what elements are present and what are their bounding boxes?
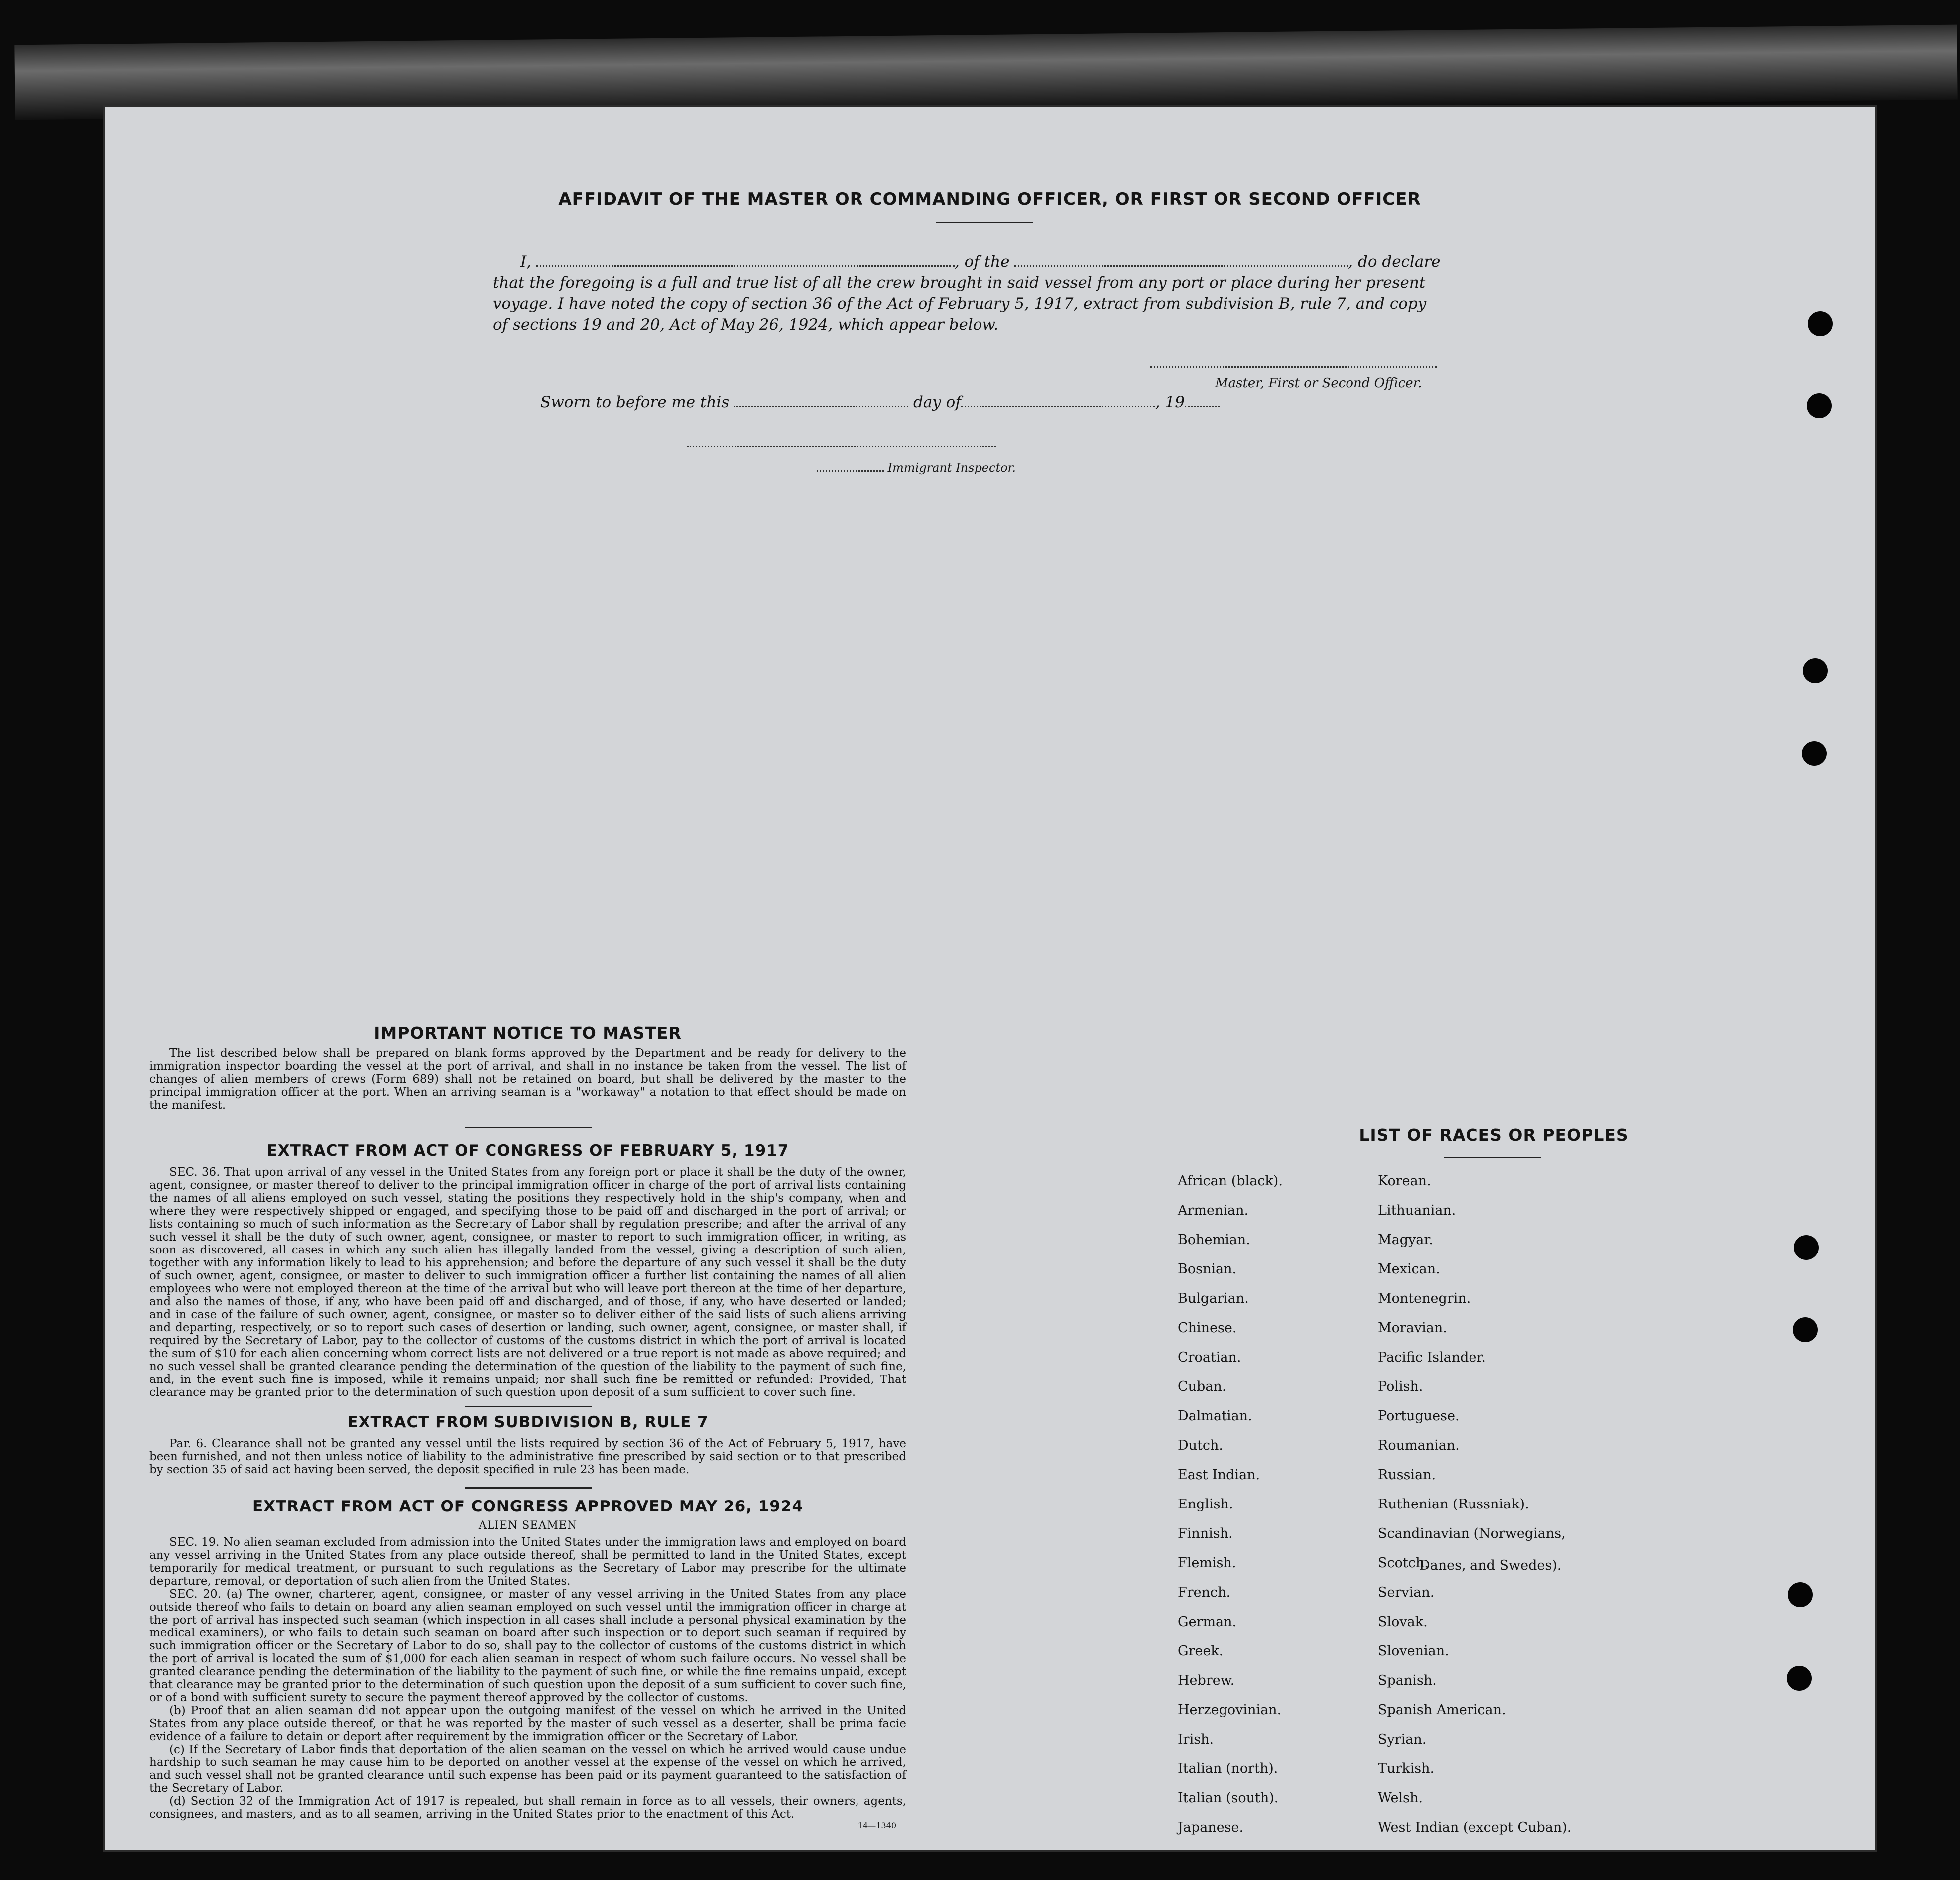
race-item: Irish. [1178, 1732, 1214, 1747]
extract-1924-title: EXTRACT FROM ACT OF CONGRESS APPROVED MAY 26, 1924 [252, 1498, 804, 1515]
race-item: Greek. [1178, 1643, 1224, 1659]
race-item: Moravian. [1378, 1320, 1447, 1336]
sec20c-body: (c) If the Secretary of Labor finds that deportation of the alien seaman on the vessel on which he arrived would cause undue hardship to such seaman he may cause him to be deported on another vessel at the expense of the vessel on which he arrived, and such vessel shall not be granted clearance until such expense has been paid or its payment guaranteed to the satisfaction of the Secretary of Labor. [149, 1743, 906, 1795]
race-item: Spanish. [1378, 1673, 1437, 1688]
races-title: LIST OF RACES OR PEOPLES [1359, 1126, 1629, 1145]
divider [465, 1127, 592, 1128]
race-item: Roumanian. [1378, 1438, 1460, 1453]
extract-rule7-title: EXTRACT FROM SUBDIVISION B, RULE 7 [347, 1413, 709, 1431]
day-of-label: day of [913, 393, 961, 411]
punch-hole [1788, 1582, 1813, 1607]
inspector-line [817, 461, 1016, 475]
race-item: Magyar. [1378, 1232, 1433, 1248]
affidavit-i: I, [520, 253, 532, 271]
sworn-line [540, 393, 1220, 411]
race-item: Italian (north). [1178, 1761, 1278, 1776]
race-item: Finnish. [1178, 1526, 1233, 1541]
film-edge-strip [14, 25, 1957, 120]
left-column [149, 1023, 906, 1830]
race-item: Hebrew. [1178, 1673, 1235, 1688]
race-item: Bosnian. [1178, 1261, 1237, 1277]
race-item: Polish. [1378, 1379, 1423, 1394]
race-item: African (black). [1178, 1173, 1283, 1189]
sworn-day-field[interactable] [734, 406, 908, 407]
sworn-label: Sworn to before me this [540, 393, 730, 411]
affidavit-title: AFFIDAVIT OF THE MASTER OR COMMANDING OFFICER, OR FIRST OR SECOND OFFICER [558, 189, 1421, 209]
races-right-column [1378, 1173, 1571, 1849]
race-item: English. [1178, 1497, 1233, 1512]
divider [465, 1406, 592, 1407]
race-item: Montenegrin. [1378, 1291, 1471, 1306]
race-item: French. [1178, 1585, 1231, 1600]
inspector-signature-field[interactable] [687, 446, 996, 447]
race-item: Welsh. [1378, 1790, 1423, 1806]
punch-hole [1807, 393, 1832, 418]
extract-1924-subtitle: ALIEN SEAMEN [478, 1519, 578, 1532]
race-item: Slovenian. [1378, 1643, 1449, 1659]
race-item: Japanese. [1178, 1820, 1244, 1835]
extract-rule7-body: Par. 6. Clearance shall not be granted any vessel until the lists required by section 36 of the Act of February 5, 1917, have been furnished, and not then unless notice of liability to the administrative fine prescribed by said section or to that prescribed by section 35 of said act having been served, the deposit specified in rule 23 has been made. [149, 1437, 906, 1476]
inspector-label: Immigrant Inspector. [887, 461, 1016, 475]
race-item: Slovak. [1378, 1614, 1428, 1629]
sec20a-body: SEC. 20. (a) The owner, charterer, agent, consignee, or master of any vessel arriving in the United States from any place outside thereof who fails to detain on board any alien seaman employed on such vessel until the immigration officer in charge at the port of arrival has inspected such seaman (which inspection in all cases shall include a personal physical examination by the medical examiners), or who fails to detain such seaman on board after such inspection or to deport such seaman if required by such immigration officer or the Secretary of Labor to do so, shall pay to the collector of customs of the customs district in which the port of arrival is located the sum of $1,000 for each alien seaman in respect of whom such failure occurs. No vessel shall be granted clearance pending the determination of the liability to the payment of such fine, or while the fine remains unpaid, except that clearance may be granted prior to the determination of such question upon the deposit of a sum sufficient to cover such fine, or of a bond with sufficient surety to secure the payment thereof approved by the collector of customs. [149, 1588, 906, 1704]
race-item: Syrian. [1378, 1732, 1427, 1747]
race-item: Scandinavian (Norwegians, [1378, 1526, 1566, 1541]
punch-hole [1793, 1317, 1818, 1342]
divider [465, 1487, 592, 1489]
divider [1444, 1157, 1541, 1158]
race-item: Portuguese. [1378, 1408, 1460, 1424]
master-signature-field[interactable] [1150, 366, 1437, 368]
scanned-document-page [105, 107, 1875, 1850]
master-signature-label: Master, First or Second Officer. [1215, 376, 1422, 391]
race-item: Cuban. [1178, 1379, 1226, 1394]
race-item: Korean. [1378, 1173, 1431, 1189]
affidavit-line-3: voyage. I have noted the copy of section 36 of the Act of February 5, 1917, extract from subdivision B, rule 7, and copy [493, 295, 1427, 313]
affidavit-declare: , do declare [1348, 253, 1441, 271]
extract-1917-body: SEC. 36. That upon arrival of any vessel in the United States from any foreign port or place it shall be the duty of the owner, agent, consignee, or master thereof to deliver to the principal immigration officer in charge of the port of arrival lists containing the names of all aliens employed on such vessel, stating the positions they respectively hold in the ship's company, when and where they were respectively shipped or engaged, and specifying those to be paid off and discharged in the port of arrival; or lists containing so much of such information as the Secretary of Labor shall by regulation prescribe; and after the arrival of any such vessel it shall be the duty of such owner, agent, consignee, or master to report to such immigration officer, in writing, as soon as discovered, all cases in which any such alien has illegally landed from the vessel, giving a description of such alien, together with any information likely to lead to his apprehension; and before the departure of any such vessel it shall be the duty of such owner, agent, consignee, or master to deliver to such immigration officer a further list containing the names of all alien employees who were not employed thereon at the time of the arrival but who will leave port thereon at the time of her departure, and also the names of those, if any, who have been paid off and discharged, and of those, if any, who have deserted or landed; and in case of the failure of such owner, agent, consignee, or master so to deliver either of the said lists of such aliens arriving and departing, respectively, or so to report such cases of desertion or landing, such owner, agent, consignee, or master shall, if required by the Secretary of Labor, pay to the collector of customs of the customs district in which the port of arrival is located the sum of $10 for each alien concerning whom correct lists are not delivered or a true report is not made as above required; and no such vessel shall be granted clearance pending the determination of the question of the liability to the payment of such fine, and, in the event such fine is imposed, while it remains unpaid; nor shall such fine be remitted or refunded: Provided, That clearance may be granted prior to the determination of such question upon deposit of a sum sufficient to cover such fine. [149, 1166, 906, 1399]
race-item: West Indian (except Cuban). [1378, 1820, 1572, 1835]
form-number: 14—1340 [858, 1821, 896, 1830]
race-continuation: Danes, and Swedes). [1419, 1558, 1562, 1573]
punch-hole [1808, 311, 1833, 336]
punch-hole [1787, 1666, 1812, 1691]
affidavit-line-1 [493, 251, 1579, 272]
extract-1917-title: EXTRACT FROM ACT OF CONGRESS OF FEBRUARY 5, 1917 [266, 1142, 789, 1160]
race-item: German. [1178, 1614, 1237, 1629]
vessel-name-field[interactable] [1014, 265, 1348, 267]
race-item: Flemish. [1178, 1555, 1236, 1571]
affidavit-line-4: of sections 19 and 20, Act of May 26, 1924, which appear below. [493, 316, 999, 334]
affidavit-body [493, 251, 1579, 335]
race-item: Bohemian. [1178, 1232, 1250, 1248]
sworn-month-field[interactable] [961, 406, 1155, 407]
race-item: Bulgarian. [1178, 1291, 1249, 1306]
race-item: Ruthenian (Russniak). [1378, 1497, 1529, 1512]
race-item: Mexican. [1378, 1261, 1440, 1277]
race-item: Scotch. [1378, 1555, 1429, 1571]
race-item: Pacific Islander. [1378, 1350, 1486, 1365]
race-item: Armenian. [1178, 1203, 1249, 1218]
notice-body: The list described below shall be prepared on blank forms approved by the Department and be ready for delivery to the immigration inspector boarding the vessel at the port of arrival, and shall in no instance be taken from the vessel. The list of changes of alien members of crews (Form 689) shall not be retained on board, but shall be delivered by the master to the principal immigration officer at the port. When an arriving seaman is a "workaway" a notation to that effect should be made on the manifest. [149, 1047, 906, 1112]
sec19-body: SEC. 19. No alien seaman excluded from admission into the United States under the immigration laws and employed on board any vessel arriving in the United States from any place outside thereof, shall be permitted to land in the United States, except temporarily for medical treatment, or pursuant to such regulations as the Secretary of Labor may prescribe for the ultimate departure, removal, or deportation of such alien from the United States. [149, 1536, 906, 1588]
punch-hole [1803, 658, 1828, 683]
races-left-column [1178, 1173, 1283, 1849]
punch-hole [1794, 1235, 1819, 1260]
race-item: Russian. [1378, 1467, 1436, 1483]
sec20d-body: (d) Section 32 of the Immigration Act of 1917 is repealed, but shall remain in force as to all vessels, their owners, agents, consignees, and masters, and as to all seamen, arriving in the United States prior to the enactment of this Act. [149, 1795, 906, 1821]
race-item: Dutch. [1178, 1438, 1223, 1453]
master-name-field[interactable] [536, 265, 955, 267]
race-item: Dalmatian. [1178, 1408, 1252, 1424]
race-item: East Indian. [1178, 1467, 1260, 1483]
race-item: Turkish. [1378, 1761, 1435, 1776]
affidavit-of-the: , of the [954, 253, 1010, 271]
race-item: Lithuanian. [1378, 1203, 1456, 1218]
divider [936, 222, 1033, 223]
punch-hole [1802, 741, 1827, 766]
sec20b-body: (b) Proof that an alien seaman did not appear upon the outgoing manifest of the vessel on which he arrived in the United States from any place outside thereof, or that he was reported by the master of such vessel as a deserter, shall be prima facie evidence of a failure to detain or deport after requirement by the immigration officer or the Secretary of Labor. [149, 1704, 906, 1743]
race-item: Servian. [1378, 1585, 1435, 1600]
inspector-dots [817, 470, 884, 472]
sworn-year-field[interactable] [1185, 406, 1220, 407]
affidavit-line-2: that the foregoing is a full and true list of all the crew brought in said vessel from any port or place during her present [493, 274, 1426, 292]
notice-title: IMPORTANT NOTICE TO MASTER [374, 1023, 682, 1043]
race-item: Chinese. [1178, 1320, 1237, 1336]
race-item: Italian (south). [1178, 1790, 1279, 1806]
year-label: , 19 [1155, 393, 1185, 411]
race-item: Herzegovinian. [1178, 1702, 1282, 1718]
race-item: Croatian. [1178, 1350, 1241, 1365]
race-item: Spanish American. [1378, 1702, 1506, 1718]
